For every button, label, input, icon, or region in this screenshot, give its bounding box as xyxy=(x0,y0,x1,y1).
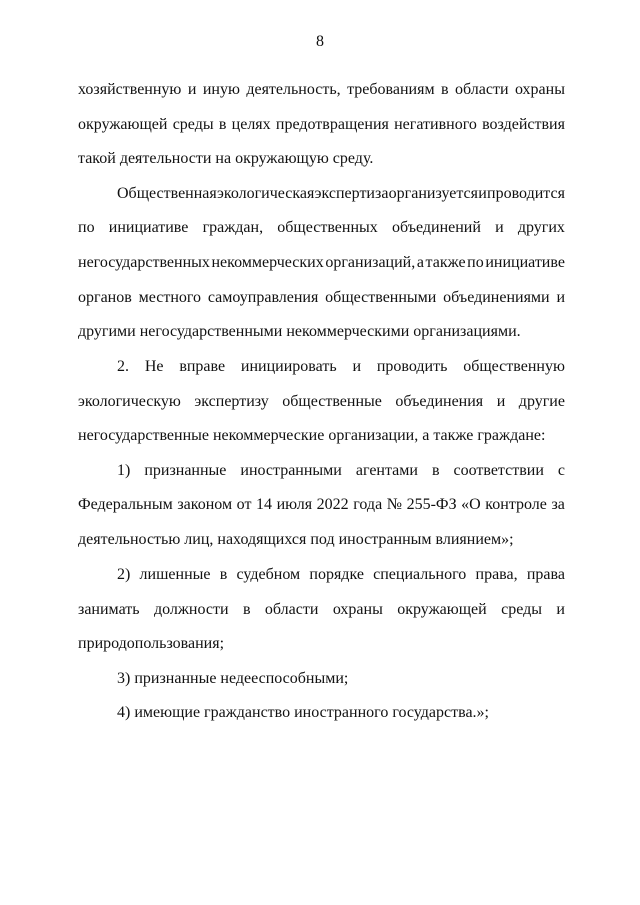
word: окружающей xyxy=(397,601,487,618)
word: общественные xyxy=(282,393,382,410)
word: охраны xyxy=(332,601,383,618)
word: и xyxy=(556,601,565,618)
word: 255-ФЗ xyxy=(406,496,457,513)
word: специального xyxy=(373,566,467,583)
text-line: природопользования; xyxy=(78,635,225,652)
word: хозяйственную xyxy=(78,81,182,98)
text-line xyxy=(117,461,565,481)
word: другие xyxy=(518,393,565,410)
text-line: 3) признанные недееспособными; xyxy=(117,670,349,687)
text-line xyxy=(117,357,565,377)
text-line xyxy=(78,253,565,273)
word: общественными xyxy=(325,289,437,306)
word: экологическая xyxy=(217,185,315,202)
word: с xyxy=(557,462,565,479)
word: года xyxy=(353,496,383,513)
word: занимать xyxy=(78,601,140,618)
word: также xyxy=(425,254,466,271)
word: объединений xyxy=(391,219,481,236)
word: инициировать xyxy=(240,358,337,375)
word: Федеральным xyxy=(78,496,173,513)
word: и xyxy=(496,393,506,410)
word: инициативе xyxy=(108,219,189,236)
word: в xyxy=(219,566,228,583)
word: экологическую xyxy=(78,393,181,410)
word: 2. xyxy=(117,358,129,375)
word: организуется xyxy=(388,185,478,202)
word: общественных xyxy=(277,219,378,236)
word: экспертиза xyxy=(314,185,389,202)
word: 2022 xyxy=(316,496,349,513)
word: предотвращения xyxy=(275,116,389,133)
word: требованиям xyxy=(347,81,435,98)
word: законом xyxy=(177,496,233,513)
word: проводить xyxy=(376,358,448,375)
word: и xyxy=(352,358,362,375)
text-line xyxy=(78,600,565,620)
word: и xyxy=(495,219,504,236)
word: организаций, xyxy=(325,254,416,271)
text-line xyxy=(78,218,565,238)
word: деятельность, xyxy=(246,81,341,98)
word: соответствии xyxy=(453,462,544,479)
word: в xyxy=(218,116,227,133)
word: негосударственных xyxy=(78,254,210,271)
word: некоммерческих xyxy=(211,254,324,271)
word: области xyxy=(455,81,509,98)
word: в xyxy=(242,601,251,618)
word: в xyxy=(441,81,449,98)
word: объединениями xyxy=(443,289,550,306)
word: проводится xyxy=(487,185,565,202)
word: порядке xyxy=(309,566,364,583)
text-line xyxy=(78,392,565,412)
word: Общественная xyxy=(117,185,217,202)
word: должности xyxy=(153,601,229,618)
word: и xyxy=(187,81,197,98)
word: 14 xyxy=(256,496,273,513)
word: по xyxy=(78,219,95,236)
word: других xyxy=(517,219,565,236)
text-line: негосударственные некоммерческие организации, а также граждане: xyxy=(78,427,546,444)
text-line xyxy=(78,80,565,100)
word: по xyxy=(467,254,484,271)
word: области xyxy=(264,601,319,618)
word: судебном xyxy=(236,566,301,583)
word: и xyxy=(556,289,565,306)
word: окружающей xyxy=(78,116,168,133)
text-line xyxy=(117,565,565,585)
word: целях xyxy=(231,116,271,133)
word: «О xyxy=(461,496,481,513)
word: 2) xyxy=(117,566,131,583)
word: права xyxy=(526,566,565,583)
word: признанные xyxy=(144,462,227,479)
word: местного xyxy=(138,289,202,306)
text-line: другими негосударственными некоммерческими организациями. xyxy=(78,323,521,340)
word: Не xyxy=(144,358,164,375)
text-line xyxy=(78,288,565,308)
text-line: деятельностью лиц, находящихся под иностранным влиянием»; xyxy=(78,531,514,548)
text-line xyxy=(78,115,565,135)
word: и xyxy=(478,185,487,202)
word: а xyxy=(416,254,424,271)
word: объединения xyxy=(395,393,484,410)
word: общественную xyxy=(463,358,565,375)
word: иную xyxy=(202,81,240,98)
word: № xyxy=(386,496,403,513)
word: вправе xyxy=(179,358,226,375)
text-line xyxy=(78,495,565,515)
word: лишенные xyxy=(139,566,211,583)
word: воздействия xyxy=(482,116,565,133)
text-line: такой деятельности на окружающую среду. xyxy=(78,150,374,167)
word: граждан, xyxy=(202,219,264,236)
word: контроле xyxy=(485,496,547,513)
word: негативного xyxy=(394,116,477,133)
word: экспертизу xyxy=(194,393,269,410)
word: инициативе xyxy=(485,254,565,271)
word: 1) xyxy=(117,462,131,479)
word: среды xyxy=(172,116,214,133)
word: самоуправления xyxy=(207,289,319,306)
word: за xyxy=(551,496,565,513)
page-number: 8 xyxy=(316,33,324,50)
word: охраны xyxy=(514,81,565,98)
word: от xyxy=(236,496,252,513)
word: органов xyxy=(78,289,132,306)
word: июля xyxy=(276,496,313,513)
word: права, xyxy=(475,566,518,583)
word: среды xyxy=(501,601,542,618)
text-line xyxy=(117,184,565,204)
word: в xyxy=(431,462,440,479)
text-line: 4) имеющие гражданство иностранного государства.»; xyxy=(117,704,489,721)
word: агентами xyxy=(355,462,418,479)
word: иностранными xyxy=(240,462,342,479)
